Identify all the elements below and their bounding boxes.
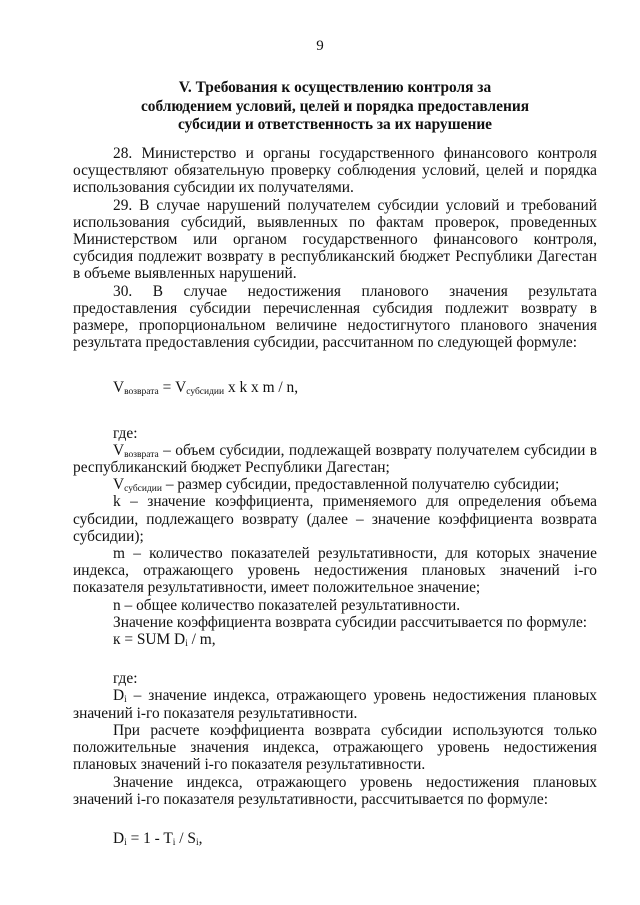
heading-line-3: субсидии и ответственность за их нарушение	[177, 116, 493, 133]
paragraph-28: 28. Министерство и органы государственного финансового контроля осуществляют обязательную проверку соблюдения условий, целей и порядка использования субсидии их получателями.	[73, 145, 597, 197]
coefficient-intro: Значение коэффициента возврата субсидии рассчитывается по формуле:	[113, 613, 588, 631]
definition-n: n – общее количество показателей результативности.	[113, 596, 461, 614]
paragraph-30: 30. В случае недостижения планового значения результата предоставления субсидии перечисленная субсидия подлежит возврату в размере, пропорциональном величине недостигнутого планового значения результата предоставления субсидии, рассчитанном по следующей формуле:	[73, 282, 597, 352]
page-number: 9	[316, 38, 324, 54]
where-label-1: где:	[113, 424, 138, 442]
formula-index: $D_i = 1 - T_i / S_i$,	[113, 829, 203, 848]
formula-return-volume: $V_{возврата} = V_{субсидии}$ х k х m / n,	[113, 379, 299, 398]
formula-coefficient: к = SUM $D_i$ / m,	[113, 631, 216, 650]
definition-v-vozvrata: $V_{возврата}$ – объем субсидии, подлежащей возврату получателем субсидии в республиканский бюджет Республики Дагестан;	[73, 441, 597, 477]
definition-k: k – значение коэффициента, применяемого для определения объема субсидии, подлежащего возврату (далее – значение коэффициента возврата субсидии);	[73, 493, 597, 545]
where-label-2: где:	[113, 670, 138, 688]
document-body	[73, 145, 597, 847]
paragraph-29: 29. В случае нарушений получателем субсидии условий и требований использования субсидий, выявленных по фактам проверок, проведенных Министерством или органом государственного финансового контроля, субсидия подлежит возврату в республиканский бюджет Республики Дагестан в объеме выявленных нарушений.	[73, 196, 597, 283]
paragraph-index: Значение индекса, отражающего уровень недостижения плановых значений i-го показателя результативности, рассчитывается по формуле:	[73, 773, 597, 808]
heading-line-1: V. Требования к осуществлению контроля за	[178, 79, 492, 96]
paragraph-calculation: При расчете коэффициента возврата субсидии используются только положительные значения индекса, отражающего уровень недостижения плановых значений i-го показателя результативности.	[73, 721, 597, 774]
section-heading	[73, 79, 597, 135]
definition-v-subsidii: $V_{субсидии}$ – размер субсидии, предоставленной получателю субсидии;	[113, 476, 560, 495]
heading-line-2: соблюдением условий, целей и порядка предоставления	[140, 97, 530, 115]
definition-m: m – количество показателей результативности, для которых значение индекса, отражающего уровень недостижения плановых значений i-го показателя результативности, имеет положительное значение;	[73, 545, 597, 597]
definition-di: $D_i$ – значение индекса, отражающего уровень недостижения плановых значений i-го показателя результативности.	[73, 687, 597, 722]
